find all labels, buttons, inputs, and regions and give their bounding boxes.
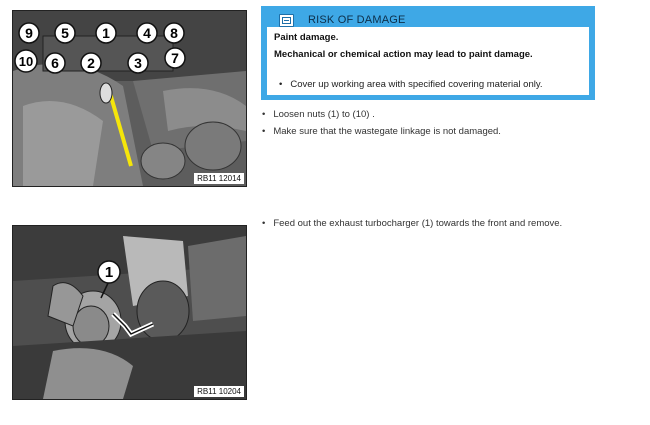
step-remove-turbocharger <box>262 218 562 229</box>
callout-1 <box>96 23 116 43</box>
notice-body <box>267 27 589 95</box>
callout-10 <box>15 50 37 72</box>
callouts-1 <box>13 11 246 186</box>
callout-9 <box>19 23 39 43</box>
warning-book-icon <box>279 14 294 27</box>
figure-turbocharger <box>12 225 247 400</box>
svg-text:3: 3 <box>134 55 142 71</box>
callout-7 <box>165 48 185 68</box>
risk-of-damage-notice <box>261 6 595 100</box>
svg-text:9: 9 <box>25 25 33 41</box>
notice-bullet <box>279 79 543 90</box>
figure-caption: RB11 12014 <box>194 173 244 184</box>
callout-5 <box>55 23 75 43</box>
figure-engine-nuts <box>12 10 247 187</box>
notice-line-paint-damage: Paint damage. <box>274 32 339 43</box>
svg-text:8: 8 <box>170 25 178 41</box>
svg-text:1: 1 <box>104 264 114 281</box>
notice-title: RISK OF DAMAGE <box>308 14 406 26</box>
step-loosen-nuts <box>262 109 375 120</box>
callout-3 <box>128 53 148 73</box>
svg-text:1: 1 <box>102 25 110 41</box>
step-text: Feed out the exhaust turbocharger (1) towards the front and remove. <box>273 218 563 229</box>
callout-6 <box>45 53 65 73</box>
callout-1 <box>98 261 120 283</box>
svg-text:5: 5 <box>61 25 69 41</box>
callout-4 <box>137 23 157 43</box>
step-check-wastegate <box>262 126 501 137</box>
svg-text:2: 2 <box>87 55 95 71</box>
figure-caption: RB11 10204 <box>194 386 244 397</box>
svg-text:10: 10 <box>18 54 34 69</box>
svg-text:6: 6 <box>51 55 59 71</box>
notice-bullet-text: Cover up working area with specified covering material only. <box>290 79 543 90</box>
step-text: Make sure that the wastegate linkage is not damaged. <box>273 126 501 137</box>
step-text: Loosen nuts (1) to (10) . <box>273 109 375 120</box>
callout-2 <box>81 53 101 73</box>
callout-8 <box>164 23 184 43</box>
callouts-2 <box>13 226 246 399</box>
svg-text:7: 7 <box>171 50 179 66</box>
notice-header <box>279 12 406 28</box>
svg-text:4: 4 <box>143 25 151 41</box>
notice-line-mechanical: Mechanical or chemical action may lead to paint damage. <box>274 49 533 60</box>
